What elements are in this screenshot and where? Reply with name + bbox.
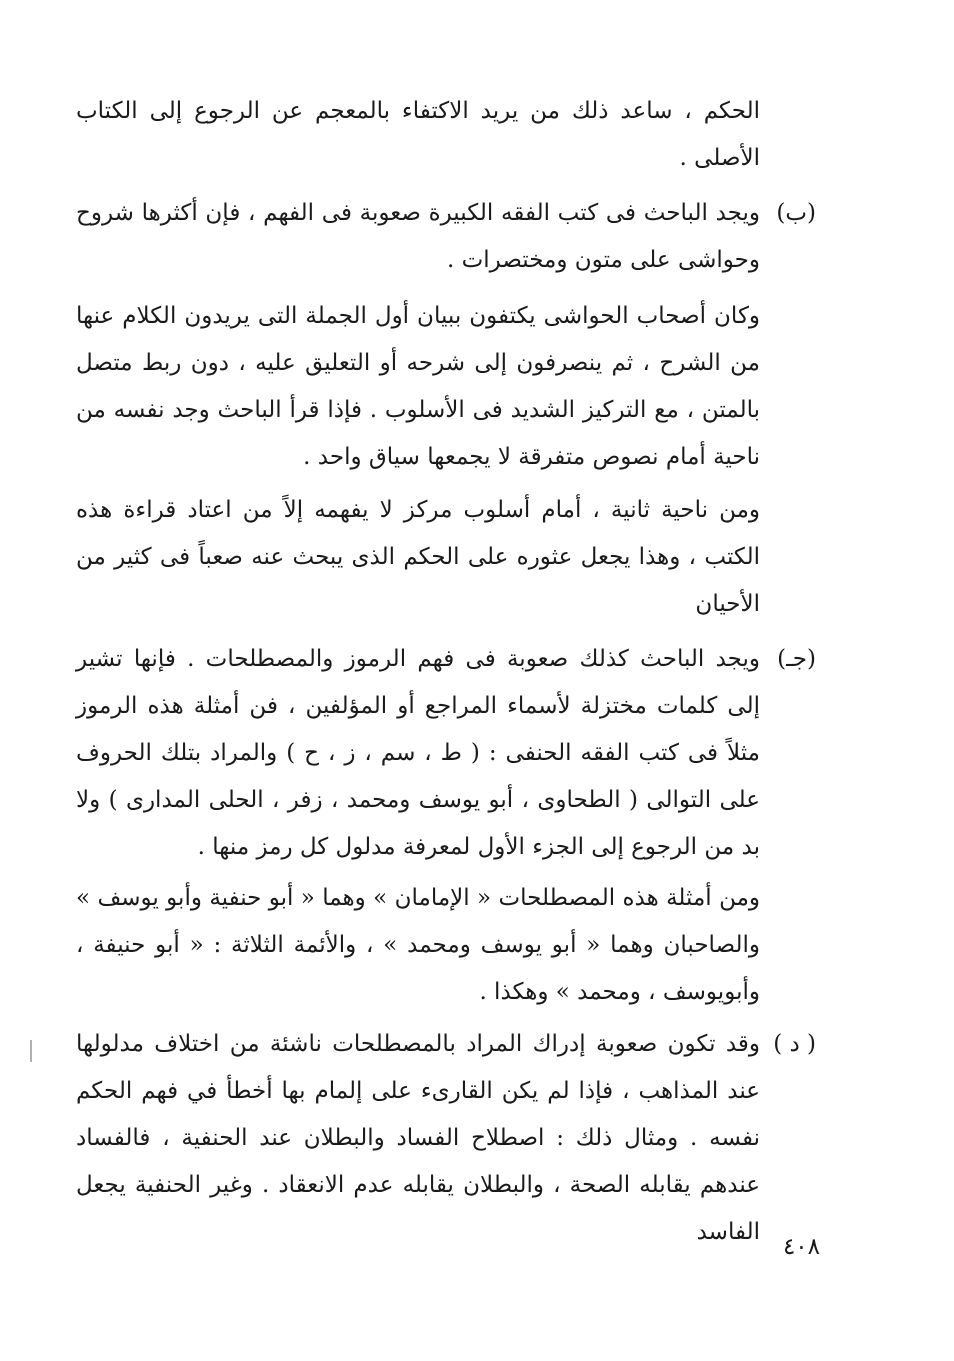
- item-marker-b: (ب): [776, 200, 816, 226]
- paragraph-item-j: ويجد الباحث كذلك صعوبة فى فهم الرموز والمصطلحات . فإنها تشير إلى كلمات مختزلة لأسماء المراجع أو المؤلفين ، فن أمثلة هذه الرموز مثلاً فى كتب الفقه الحنفى : ( ط ، سم ، ز ، ح ) والمراد بتلك الحروف على التوالى ( الطحاوى ، أبو يوسف ومحمد ، زفر ، الحلى المدارى ) ولا بد من الرجوع إلى الجزء الأول لمعرفة مدلول كل رمز منها .: [76, 646, 760, 860]
- paragraph-second-aspect: ومن ناحية ثانية ، أمام أسلوب مركز لا يفهمه إلاً من اعتاد قراءة هذه الكتب ، وهذا يجعل عثوره على الحكم الذى يبحث عنه صعباً فى كثير من الأحيان: [76, 497, 760, 617]
- paragraph-continuation: الحكم ، ساعد ذلك من يريد الاكتفاء بالمعجم عن الرجوع إلى الكتاب الأصلى .: [76, 98, 760, 171]
- paragraph-terms-examples: ومن أمثلة هذه المصطلحات « الإمامان » وهما « أبو حنفية وأبو يوسف » والصاحبان وهما « أبو يوسف ومحمد » ، والأئمة الثلاثة : « أبو حنيفة ، وأبويوسف ، ومحمد » وهكذا .: [76, 885, 760, 1005]
- item-marker-j: (جـ): [777, 646, 816, 672]
- item-marker-d: ( د ): [773, 1031, 816, 1057]
- margin-mark: [30, 1040, 32, 1062]
- page-number: ٤٠٨: [782, 1234, 820, 1260]
- paragraph-item-b: ويجد الباحث فى كتب الفقه الكبيرة صعوبة فى الفهم ، فإن أكثرها شروح وحواشى على متون ومختصرات .: [76, 200, 760, 273]
- paragraph-hawashi: وكان أصحاب الحواشى يكتفون ببيان أول الجملة التى يريدون الكلام عنها من الشرح ، ثم ينصرفون إلى شرحه أو التعليق عليه ، دون ربط متصل بالمتن ، مع التركيز الشديد فى الأسلوب . فإذا قرأ الباحث وجد نفسه من ناحية أمام نصوص متفرقة لا يجمعها سياق واحد .: [76, 303, 760, 470]
- paragraph-item-d: وقد تكون صعوبة إدراك المراد بالمصطلحات ناشئة من اختلاف مدلولها عند المذاهب ، فإذا لم يكن القارىء على إلمام بها أخطأ في فهم الحكم نفسه . ومثال ذلك : اصطلاح الفساد والبطلان عند الحنفية ، فالفساد عندهم يقابله الصحة ، والبطلان يقابله عدم الانعقاد . وغير الحنفية يجعل الفاسد: [76, 1031, 760, 1245]
